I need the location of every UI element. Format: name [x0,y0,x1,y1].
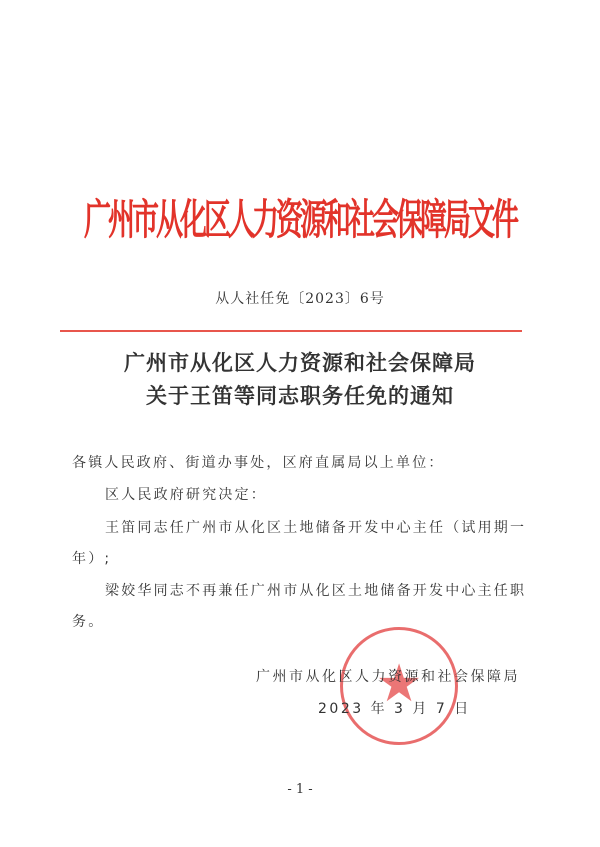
signature-date: 2023 年 3 月 7 日 [318,701,471,717]
document-header-title: 广州市从化区人力资源和社会保障局文件 [84,196,516,245]
page-number: - 1 - [287,782,313,797]
salutation: 各镇人民政府、街道办事处，区府直属局以上单位： [72,455,445,471]
signature-organization: 广州市从化区人力资源和社会保障局 [256,669,520,685]
document-number: 从人社任免〔2023〕6号 [215,291,385,307]
red-divider [60,330,522,332]
notice-title-line-1: 广州市从化区人力资源和社会保障局 [124,350,476,375]
paragraph-appointment-line-2: 年）; [72,551,112,567]
paragraph-removal-line-1: 梁姣华同志不再兼任广州市从化区土地储备开发中心主任职 [105,583,527,599]
paragraph-appointment-line-1: 王笛同志任广州市从化区土地储备开发中心主任（试用期一 [105,520,527,536]
paragraph-decision: 区人民政府研究决定： [105,487,267,503]
notice-title-line-2: 关于王笛等同志职务任免的通知 [146,383,454,408]
star-icon: ★ [375,654,423,714]
paragraph-removal-line-2: 务。 [72,614,105,630]
official-seal [340,627,458,745]
